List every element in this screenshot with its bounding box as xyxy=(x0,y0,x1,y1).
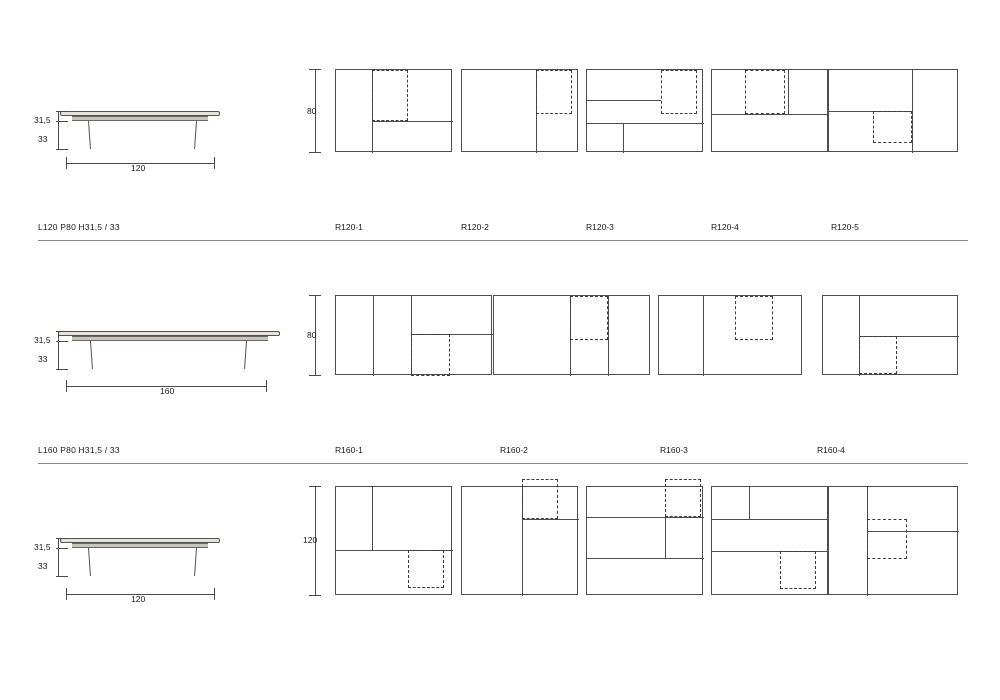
dim-tick xyxy=(214,588,215,600)
plan-dashed-insert xyxy=(665,479,701,517)
dim-depth-120: 120 xyxy=(303,535,318,545)
dim-line-vertical xyxy=(58,111,59,149)
dim-tick xyxy=(56,369,68,370)
plan-dashed-insert xyxy=(780,551,816,589)
dim-tick xyxy=(56,149,68,150)
plan-divider xyxy=(912,70,913,153)
plan-module-r120-5 xyxy=(828,69,958,152)
drawing-row-120-deep xyxy=(0,463,1000,700)
dim-tick xyxy=(309,152,321,153)
dim-depth-80: 80 xyxy=(307,330,317,340)
plan-divider xyxy=(712,114,829,115)
drawing-row-120 xyxy=(0,0,1000,250)
table-leg-left xyxy=(88,121,91,149)
dim-tick xyxy=(66,157,67,169)
module-label-r120-4: R120-4 xyxy=(711,222,739,232)
plan-divider xyxy=(703,296,704,376)
plan-dashed-insert xyxy=(411,334,450,376)
dim-tick xyxy=(66,588,67,600)
plan-divider xyxy=(608,296,609,376)
dim-line-vertical xyxy=(58,538,59,576)
plan-module-r160-4 xyxy=(822,295,958,375)
dim-height-33: 33 xyxy=(38,134,48,144)
plan-module-r160-1 xyxy=(335,295,492,375)
module-label-r120-1: R120-1 xyxy=(335,222,363,232)
plan-module-deep-1 xyxy=(335,486,452,595)
module-label-r160-3: R160-3 xyxy=(660,445,688,455)
module-label-r120-5: R120-5 xyxy=(831,222,859,232)
plan-divider xyxy=(372,487,373,550)
dim-tick xyxy=(309,375,321,376)
dim-tick xyxy=(309,595,321,596)
plan-module-deep-3 xyxy=(586,486,703,595)
plan-module-deep-2 xyxy=(461,486,578,595)
plan-dashed-insert xyxy=(859,336,897,374)
table-apron xyxy=(72,543,208,548)
dim-length-120: 120 xyxy=(131,594,146,604)
dim-length-120: 120 xyxy=(131,163,146,173)
plan-divider xyxy=(587,100,661,101)
row-caption-160: L160 P80 H31,5 / 33 xyxy=(38,445,120,455)
drawing-row-160 xyxy=(0,220,1000,470)
plan-dashed-insert xyxy=(661,70,697,114)
plan-dashed-insert xyxy=(570,296,608,340)
plan-module-r120-3 xyxy=(586,69,703,152)
plan-divider xyxy=(749,487,750,519)
plan-module-r160-3 xyxy=(658,295,802,375)
plan-divider xyxy=(522,519,579,520)
plan-dashed-insert xyxy=(735,296,773,340)
plan-module-r120-1 xyxy=(335,69,452,152)
plan-dashed-insert xyxy=(372,70,408,121)
plan-module-deep-4 xyxy=(711,486,828,595)
module-label-r120-3: R120-3 xyxy=(586,222,614,232)
plan-divider xyxy=(372,121,453,122)
table-leg-left xyxy=(88,548,91,576)
plan-dashed-insert xyxy=(408,550,444,588)
table-leg-right xyxy=(244,341,247,369)
plan-divider xyxy=(587,517,704,518)
plan-module-r120-4 xyxy=(711,69,828,152)
plan-dashed-insert xyxy=(873,111,912,143)
table-leg-right xyxy=(194,121,197,149)
table-apron xyxy=(72,116,208,121)
plan-dashed-insert xyxy=(522,479,558,519)
plan-divider xyxy=(587,558,704,559)
dim-height-33: 33 xyxy=(38,354,48,364)
dim-depth-80: 80 xyxy=(307,106,317,116)
plan-divider xyxy=(665,517,666,558)
plan-dashed-insert xyxy=(745,70,785,114)
table-leg-left xyxy=(90,341,93,369)
dim-tick xyxy=(266,380,267,392)
dim-height-315: 31,5 xyxy=(34,542,51,552)
module-label-r160-2: R160-2 xyxy=(500,445,528,455)
plan-module-deep-5 xyxy=(828,486,958,595)
plan-divider xyxy=(587,123,704,124)
dim-length-160: 160 xyxy=(160,386,175,396)
dim-tick xyxy=(56,576,68,577)
table-leg-right xyxy=(194,548,197,576)
dim-height-315: 31,5 xyxy=(34,115,51,125)
plan-dashed-insert xyxy=(867,519,907,559)
plan-divider xyxy=(712,519,829,520)
dim-tick xyxy=(214,157,215,169)
table-apron xyxy=(72,336,268,341)
module-label-r160-1: R160-1 xyxy=(335,445,363,455)
dim-line-vertical xyxy=(58,331,59,369)
plan-divider xyxy=(788,70,789,114)
plan-dashed-insert xyxy=(536,70,572,114)
module-label-r120-2: R120-2 xyxy=(461,222,489,232)
dim-tick xyxy=(66,380,67,392)
dim-height-33: 33 xyxy=(38,561,48,571)
row-caption-120: L120 P80 H31,5 / 33 xyxy=(38,222,120,232)
dim-height-315: 31,5 xyxy=(34,335,51,345)
plan-divider xyxy=(373,296,374,376)
plan-divider xyxy=(623,123,624,153)
plan-module-r160-2 xyxy=(493,295,650,375)
module-label-r160-4: R160-4 xyxy=(817,445,845,455)
plan-module-r120-2 xyxy=(461,69,578,152)
